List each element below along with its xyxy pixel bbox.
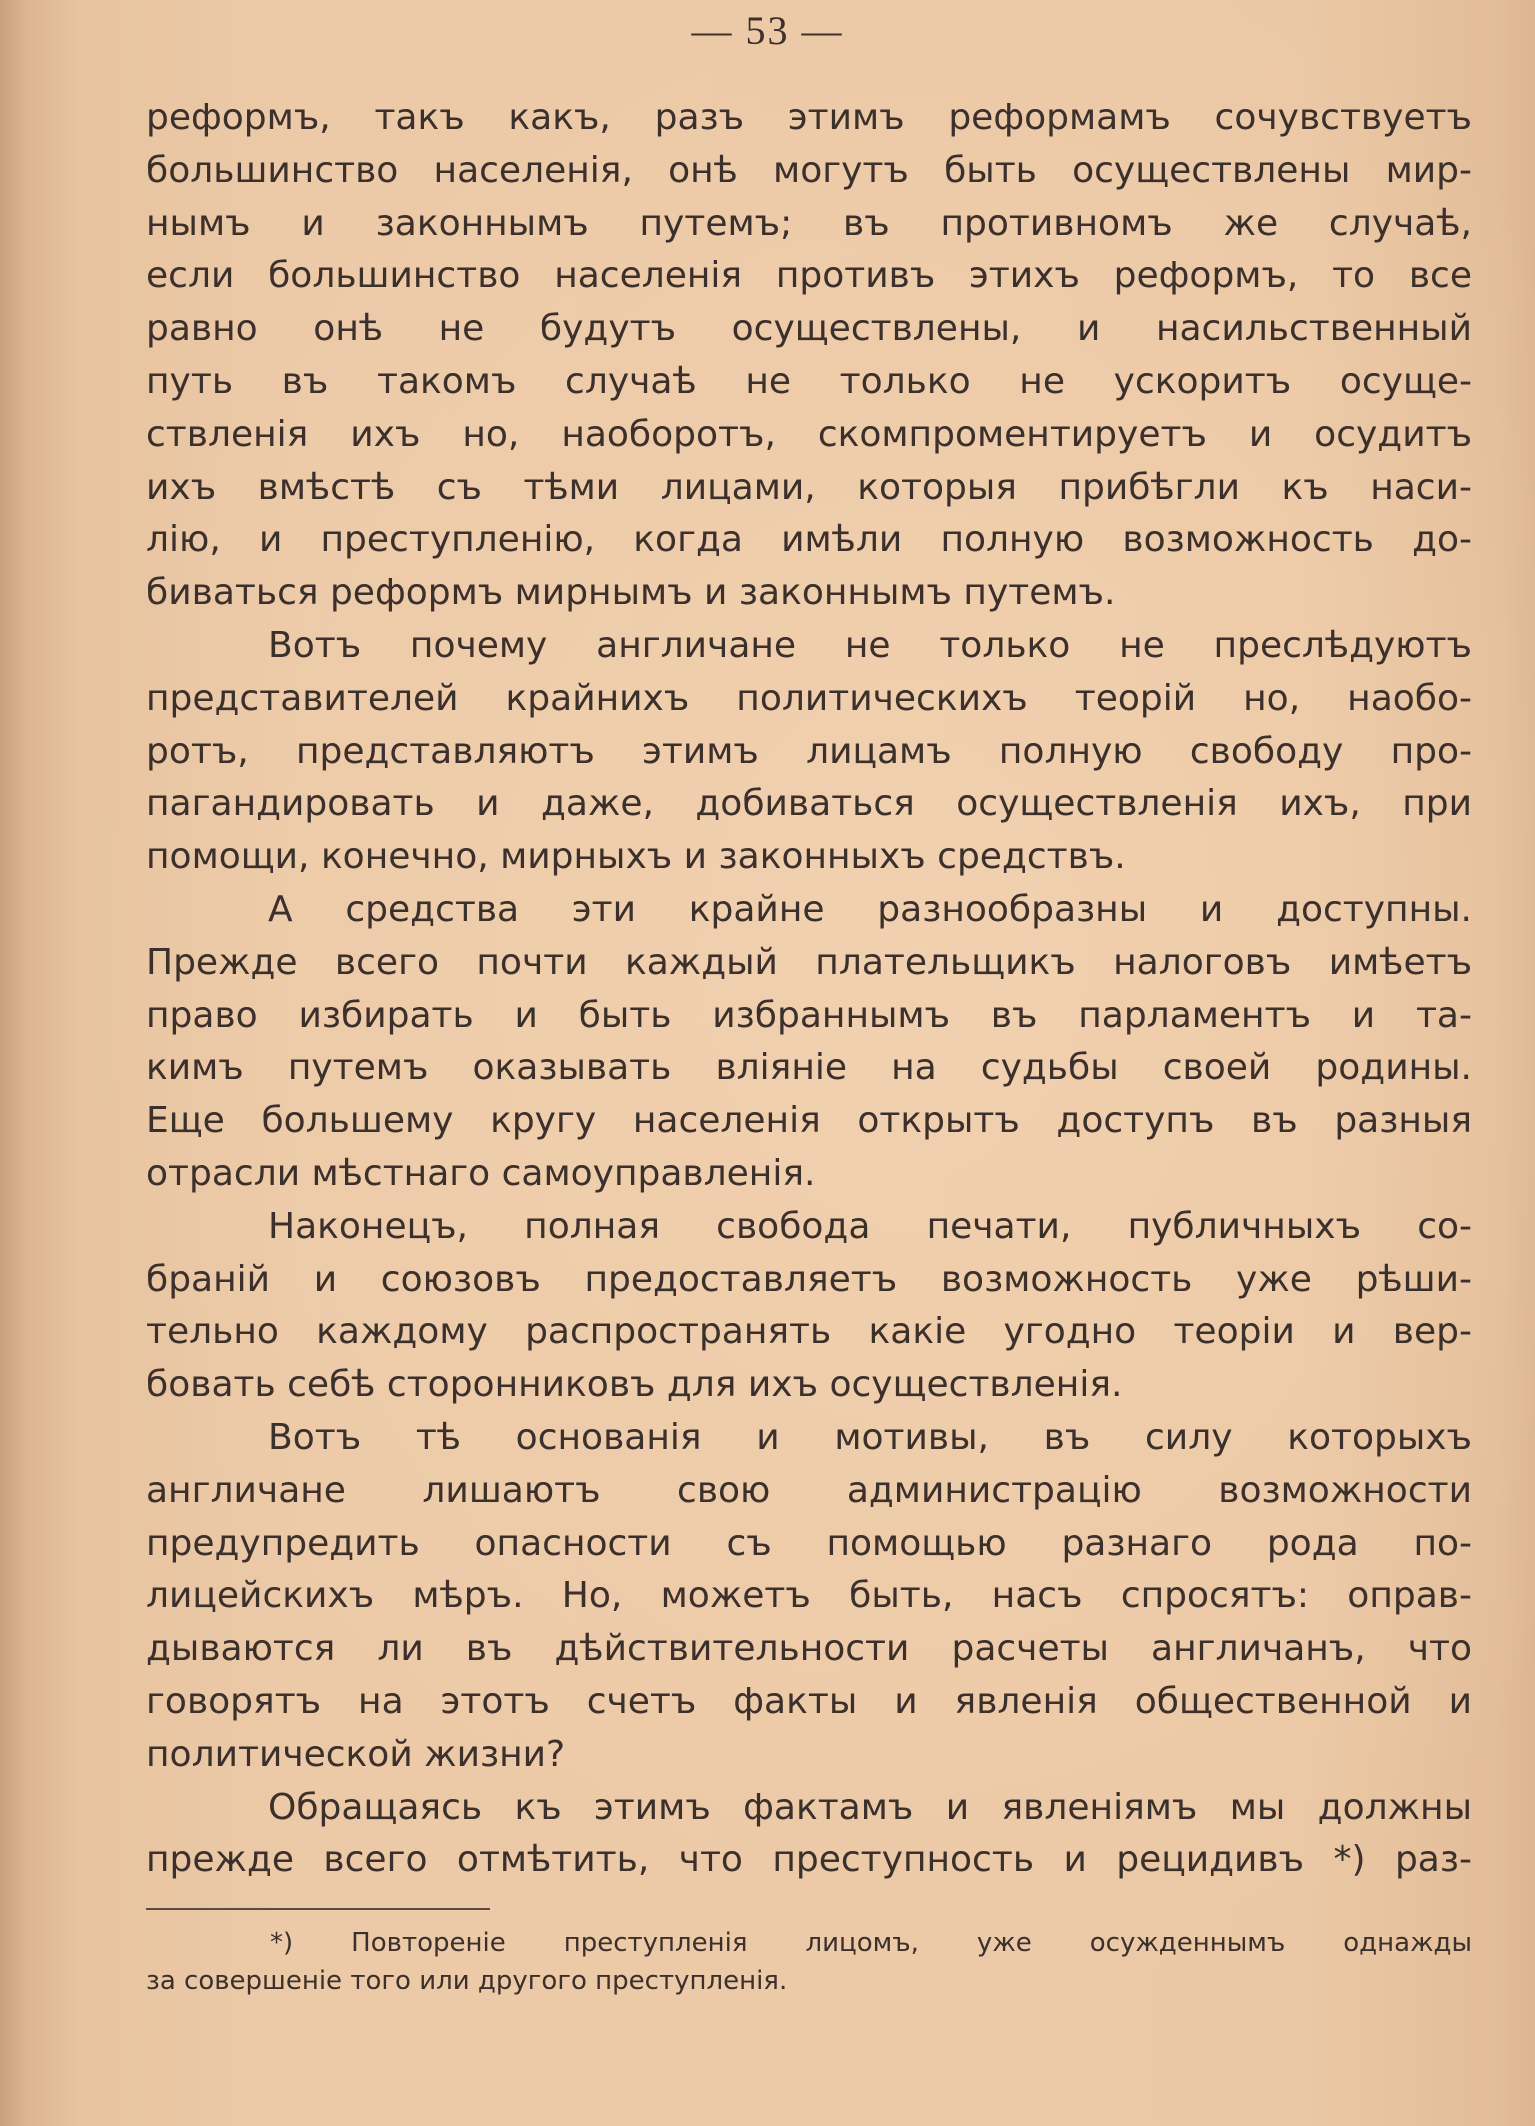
text-line: лицейскихъ мѣръ. Но, можетъ быть, насъ спросятъ: оправ- (146, 1575, 1472, 1617)
text-line: Вотъ почему англичане не только не преслѣдуютъ (268, 624, 1472, 666)
text-line: дываются ли въ дѣйствительности расчеты англичанъ, что (146, 1628, 1472, 1670)
text-line: равно онѣ не будутъ осуществлены, и насильственный (146, 308, 1472, 350)
text-line: Вотъ тѣ основанія и мотивы, въ силу которыхъ (268, 1416, 1472, 1458)
text-line: отрасли мѣстнаго самоуправленія. (146, 1152, 816, 1194)
text-line: Прежде всего почти каждый плательщикъ налоговъ имѣетъ (146, 941, 1472, 983)
text-line: Еще большему кругу населенія открытъ доступъ въ разныя (146, 1100, 1472, 1142)
text-line: прежде всего отмѣтить, что преступность и рецидивъ *) раз- (146, 1839, 1472, 1881)
text-line: большинство населенія, онѣ могутъ быть осуществлены мир- (146, 149, 1472, 191)
text-line: ротъ, представляютъ этимъ лицамъ полную свободу про- (146, 730, 1472, 772)
footnote-line: за совершеніе того или другого преступленія. (146, 1966, 788, 1996)
text-line: браній и союзовъ предоставляетъ возможность уже рѣши- (146, 1258, 1472, 1300)
text-line: ихъ вмѣстѣ съ тѣми лицами, которыя прибѣгли къ наси- (146, 466, 1472, 508)
text-line: лію, и преступленію, когда имѣли полную возможность до- (146, 519, 1472, 561)
text-line: если большинство населенія противъ этихъ реформъ, то все (146, 255, 1472, 297)
text-line: право избирать и быть избраннымъ въ парламентъ и та- (146, 994, 1472, 1036)
text-line: политической жизни? (146, 1733, 566, 1775)
text-line: А средства эти крайне разнообразны и доступны. (268, 888, 1472, 930)
text-line: пагандировать и даже, добиваться осуществленія ихъ, при (146, 783, 1472, 825)
text-line: Наконецъ, полная свобода печати, публичныхъ со- (268, 1205, 1472, 1247)
body-text (146, 92, 1472, 1887)
footnote (146, 1924, 1472, 2000)
page-number: — 53 — (691, 8, 844, 53)
text-line: ствленія ихъ но, наоборотъ, скомпроментируетъ и осудитъ (146, 413, 1472, 455)
text-line: реформъ, такъ какъ, разъ этимъ реформамъ сочувствуетъ (146, 97, 1472, 138)
text-line: говорятъ на этотъ счетъ факты и явленія общественной и (146, 1680, 1472, 1722)
text-line: бовать себѣ сторонниковъ для ихъ осуществленія. (146, 1364, 1123, 1406)
text-line: Обращаясь къ этимъ фактамъ и явленіямъ мы должны (268, 1786, 1472, 1828)
text-line: путь въ такомъ случаѣ не только не ускоритъ осуще- (146, 360, 1472, 402)
text-line: представителей крайнихъ политическихъ теорій но, наобо- (146, 677, 1472, 719)
text-line: помощи, конечно, мирныхъ и законныхъ средствъ. (146, 836, 1126, 878)
text-line: биваться реформъ мирнымъ и законнымъ путемъ. (146, 572, 1116, 614)
footnote-line: *) Повтореніе преступленія лицомъ, уже осужденнымъ однажды (270, 1928, 1472, 1958)
text-line: предупредить опасности съ помощью разнаго рода по- (146, 1522, 1472, 1564)
text-line: тельно каждому распространять какіе угодно теоріи и вер- (146, 1311, 1472, 1353)
text-line: кимъ путемъ оказывать вліяніе на судьбы своей родины. (146, 1047, 1472, 1089)
text-line: нымъ и законнымъ путемъ; въ противномъ же случаѣ, (146, 202, 1472, 244)
footnote-divider (146, 1908, 490, 1910)
text-line: англичане лишаютъ свою администрацію возможности (146, 1469, 1472, 1511)
